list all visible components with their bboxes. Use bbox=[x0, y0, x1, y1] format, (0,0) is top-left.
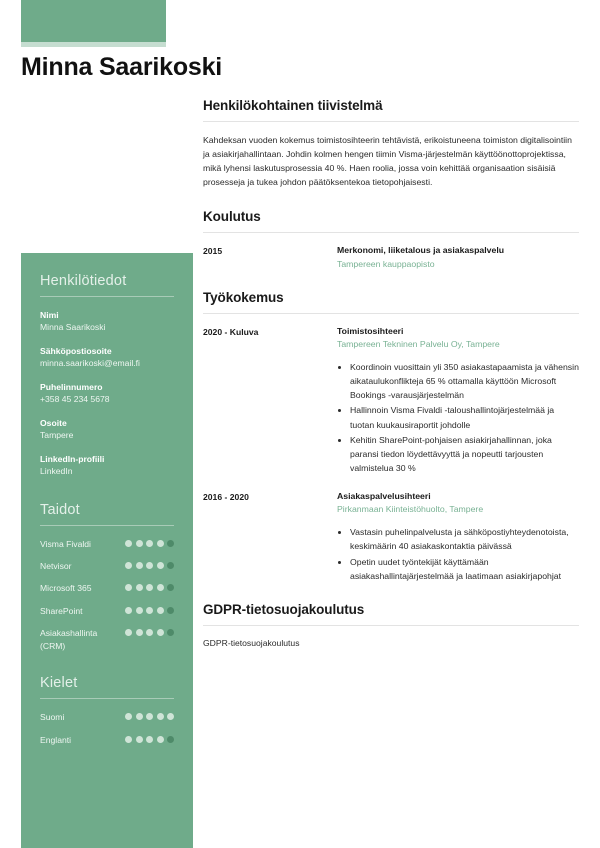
education-entry bbox=[203, 244, 579, 271]
experience-body bbox=[337, 325, 579, 476]
skill-item-label: Netvisor bbox=[40, 560, 72, 571]
personal-field bbox=[40, 345, 174, 370]
main-spacer-3 bbox=[203, 588, 579, 602]
skill-item bbox=[40, 560, 174, 572]
personal-field-list bbox=[40, 309, 174, 478]
skill-item bbox=[40, 627, 174, 652]
sidebar-section-skills bbox=[40, 502, 174, 653]
experience-company: Tampereen Tekninen Palvelu Oy, Tampere bbox=[337, 339, 500, 350]
sidebar-divider-personal bbox=[40, 296, 174, 297]
rating-dot-filled bbox=[146, 562, 153, 569]
main-spacer-1 bbox=[203, 189, 579, 209]
language-list bbox=[40, 711, 174, 746]
summary-text: Kahdeksan vuoden kokemus toimistosihteerin tehtävistä, erikoistuneena toimiston digitalisointiin ja asiakirjahallintaan. Johdin kolmen hengen tiimin Visma-järjestelmän käyttöönottoprojektissa, mikä lyhensi laskutusprosessia 40 %. Haen roolia, jossa voin kehittää organisaation sisäisiä prosesseja ja tukea johdon päätöksentekoa tietopohjaisesti. bbox=[203, 135, 572, 188]
personal-field bbox=[40, 453, 174, 478]
personal-field-value: minna.saarikoski@email.fi bbox=[40, 358, 140, 369]
skill-item-label: SharePoint bbox=[40, 605, 83, 616]
education-date: 2015 bbox=[203, 246, 223, 257]
personal-field-label: Osoite bbox=[40, 417, 67, 428]
rating-dot-filled bbox=[157, 607, 164, 614]
personal-field-value: Tampere bbox=[40, 430, 74, 441]
experience-date: 2016 - 2020 bbox=[203, 491, 249, 502]
skill-item bbox=[40, 538, 174, 550]
language-item-rating bbox=[125, 734, 174, 743]
experience-entry-list bbox=[203, 325, 579, 584]
education-school: Tampereen kauppaopisto bbox=[337, 258, 435, 269]
rating-dot-filled bbox=[125, 736, 132, 743]
skill-item-rating bbox=[125, 560, 174, 569]
main-spacer-2 bbox=[203, 276, 579, 290]
section-title-experience: Työkokemus bbox=[203, 289, 284, 305]
sidebar-heading-skills: Taidot bbox=[40, 501, 80, 518]
rating-dot-filled bbox=[125, 629, 132, 636]
section-education bbox=[203, 209, 579, 271]
language-item-label: Suomi bbox=[40, 712, 65, 723]
skill-item-rating bbox=[125, 627, 174, 636]
personal-field-label: LinkedIn-profiili bbox=[40, 453, 105, 464]
sidebar-heading-personal: Henkilötiedot bbox=[40, 273, 127, 289]
experience-bullet-list bbox=[337, 525, 579, 582]
sidebar-spacer-1 bbox=[40, 489, 174, 502]
section-divider-summary bbox=[203, 121, 579, 122]
section-title-summary: Henkilökohtainen tiivistelmä bbox=[203, 98, 383, 113]
experience-entry bbox=[203, 490, 579, 584]
language-item bbox=[40, 734, 174, 746]
section-divider-experience bbox=[203, 313, 579, 314]
experience-bullet: • Kehitin SharePoint-pohjaisen asiakirjahallinnan, joka paransi tiedon löydettävyyttä ja nopeutti tarjousten valmistelua 30 % bbox=[350, 433, 579, 475]
sidebar-spacer-2 bbox=[40, 662, 174, 675]
rating-dot-filled bbox=[146, 540, 153, 547]
rating-dot-filled bbox=[125, 540, 132, 547]
language-item-rating bbox=[125, 711, 174, 720]
rating-dot-filled bbox=[157, 736, 164, 743]
rating-dot-filled bbox=[146, 607, 153, 614]
language-item-label: Englanti bbox=[40, 734, 72, 745]
experience-bullet: • Hallinnoin Visma Fivaldi -taloushallintojärjestelmää ja tuotan kuukausiraportit johdolle bbox=[350, 403, 579, 431]
skill-item-rating bbox=[125, 582, 174, 591]
rating-dot-filled bbox=[125, 713, 132, 720]
education-degree: Merkonomi, liiketalous ja asiakaspalvelu bbox=[337, 245, 505, 256]
experience-company: Pirkanmaan Kiinteistöhuolto, Tampere bbox=[337, 504, 484, 515]
personal-field bbox=[40, 309, 174, 334]
rating-dot-filled bbox=[136, 736, 143, 743]
section-divider-education bbox=[203, 232, 579, 233]
rating-dot-filled bbox=[146, 629, 153, 636]
rating-dot-empty bbox=[167, 736, 174, 743]
section-title-education: Koulutus bbox=[203, 209, 261, 225]
skill-item-label: Visma Fivaldi bbox=[40, 538, 91, 549]
rating-dot-filled bbox=[136, 584, 143, 591]
personal-field bbox=[40, 381, 174, 406]
experience-date: 2020 - Kuluva bbox=[203, 326, 259, 337]
rating-dot-filled bbox=[157, 629, 164, 636]
rating-dot-empty bbox=[167, 562, 174, 569]
experience-bullet-list bbox=[337, 360, 579, 475]
rating-dot-filled bbox=[136, 629, 143, 636]
personal-field-label: Puhelinnumero bbox=[40, 381, 103, 392]
rating-dot-filled bbox=[157, 713, 164, 720]
training-text: GDPR-tietosuojakoulutus bbox=[203, 637, 300, 648]
experience-role: Toimistosihteeri bbox=[337, 325, 404, 336]
rating-dot-filled bbox=[125, 607, 132, 614]
rating-dot-filled bbox=[146, 584, 153, 591]
rating-dot-filled bbox=[157, 584, 164, 591]
rating-dot-filled bbox=[136, 713, 143, 720]
experience-bullet: • Koordinoin vuosittain yli 350 asiakastapaamista ja vähensin aikataulukonflikteja 65 % ottamalla käyttöön Microsoft Bookings -varausjärjestelmän bbox=[350, 360, 579, 402]
personal-field-value: LinkedIn bbox=[40, 466, 73, 477]
candidate-name: Minna Saarikoski bbox=[21, 53, 223, 81]
section-divider-training bbox=[203, 625, 579, 626]
rating-dot-filled bbox=[157, 540, 164, 547]
skill-list bbox=[40, 538, 174, 653]
rating-dot-filled bbox=[136, 562, 143, 569]
rating-dot-filled bbox=[146, 736, 153, 743]
sidebar-divider-languages bbox=[40, 698, 174, 699]
rating-dot-filled bbox=[125, 562, 132, 569]
rating-dot-empty bbox=[167, 584, 174, 591]
rating-dot-filled bbox=[157, 562, 164, 569]
rating-dot-empty bbox=[167, 629, 174, 636]
header-accent-bar-shadow bbox=[21, 42, 166, 47]
experience-bullet: • Vastasin puhelinpalvelusta ja sähköpostiyhteydenotoista, keskimäärin 40 asiakaskontaktia päivässä bbox=[350, 525, 579, 553]
education-body bbox=[337, 244, 579, 271]
section-experience bbox=[203, 290, 579, 584]
header-accent-bar bbox=[21, 0, 166, 42]
skill-item-label: Asiakashallinta (CRM) bbox=[40, 628, 98, 651]
personal-field-value: +358 45 234 5678 bbox=[40, 394, 110, 405]
experience-entry bbox=[203, 325, 579, 476]
rating-dot-filled bbox=[167, 713, 174, 720]
sidebar-section-personal bbox=[40, 273, 174, 478]
section-title-training: GDPR-tietosuojakoulutus bbox=[203, 601, 365, 617]
sidebar bbox=[21, 253, 193, 848]
rating-dot-filled bbox=[136, 540, 143, 547]
section-summary bbox=[203, 98, 579, 189]
sidebar-divider-skills bbox=[40, 525, 174, 526]
language-item bbox=[40, 711, 174, 723]
skill-item-rating bbox=[125, 538, 174, 547]
skill-item-rating bbox=[125, 605, 174, 614]
personal-field-label: Nimi bbox=[40, 310, 59, 320]
rating-dot-filled bbox=[146, 713, 153, 720]
rating-dot-filled bbox=[125, 584, 132, 591]
skill-item bbox=[40, 605, 174, 617]
section-training bbox=[203, 602, 579, 651]
skill-item bbox=[40, 582, 174, 594]
experience-role: Asiakaspalvelusihteeri bbox=[337, 490, 431, 501]
rating-dot-empty bbox=[167, 540, 174, 547]
sidebar-section-languages bbox=[40, 675, 174, 746]
personal-field-label: Sähköpostiosoite bbox=[40, 345, 112, 356]
rating-dot-empty bbox=[167, 607, 174, 614]
experience-body bbox=[337, 490, 579, 584]
sidebar-heading-languages: Kielet bbox=[40, 675, 78, 692]
main-content bbox=[203, 98, 579, 650]
rating-dot-filled bbox=[136, 607, 143, 614]
experience-bullet: • Opetin uudet työntekijät käyttämään asiakashallintajärjestelmää ja laatimaan asiakirjapohjat bbox=[350, 555, 579, 583]
personal-field-value: Minna Saarikoski bbox=[40, 322, 106, 333]
personal-field bbox=[40, 417, 174, 442]
skill-item-label: Microsoft 365 bbox=[40, 583, 92, 594]
education-entry-list bbox=[203, 244, 579, 271]
